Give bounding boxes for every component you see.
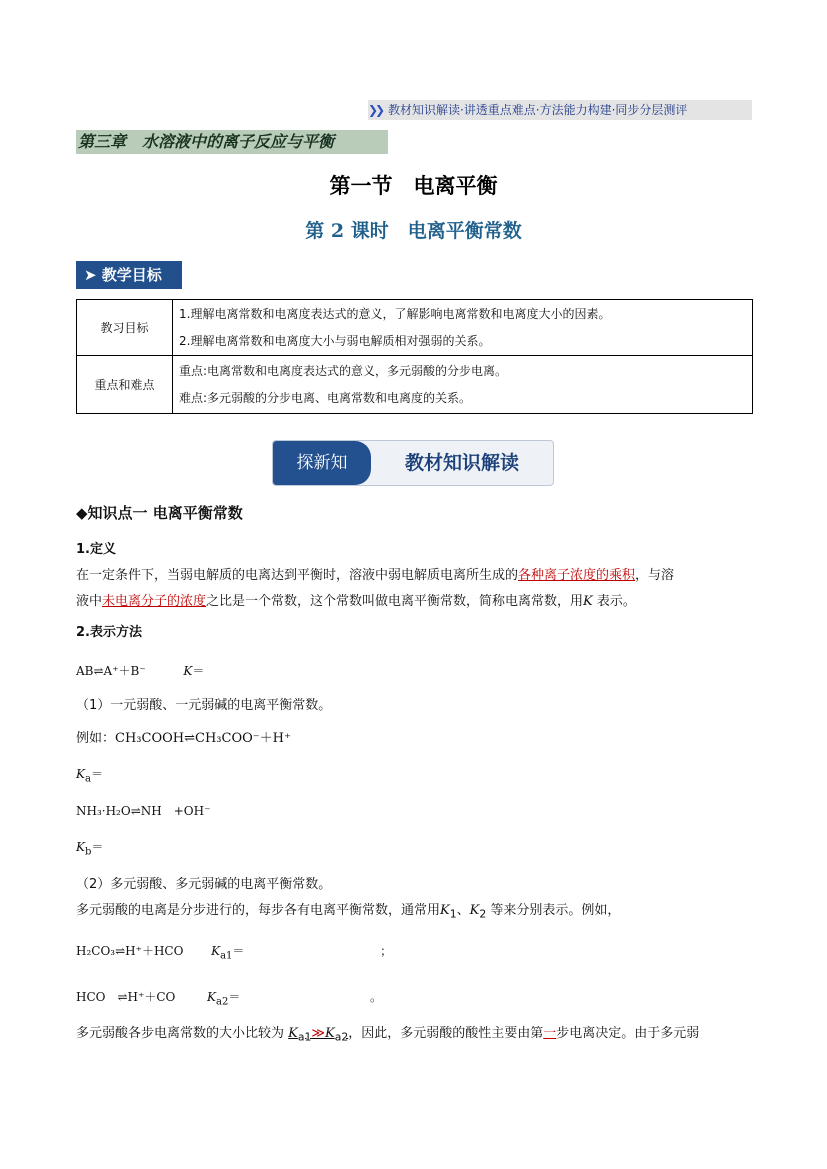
content-line: 难点:多元弱酸的分步电离、电离常数和电离度的关系。 <box>179 390 472 405</box>
badge-right: 教材知识解读 <box>404 452 519 474</box>
equation-text: AB⇌A⁺＋B⁻ <box>76 664 146 678</box>
subscript: 2 <box>479 907 487 921</box>
subheading-1: （1）一元弱酸、一元弱碱的电离平衡常数。 <box>76 698 332 713</box>
kb-expression <box>76 838 103 857</box>
equals: ＝ <box>192 664 205 678</box>
example-acetic <box>76 727 291 746</box>
text: 液中 <box>76 594 103 609</box>
equation-text: H₂CO₃⇌H⁺＋HCO <box>76 944 184 958</box>
text: 等来分别表示。例如， <box>486 903 621 918</box>
text: 步电离决定。由于多元弱 <box>556 1026 700 1041</box>
text: ，因此，多元弱酸的酸性主要由第 <box>348 1026 544 1041</box>
much-greater-symbol: ≫ <box>311 1026 325 1041</box>
section-badge <box>272 440 554 486</box>
comparison-expression <box>288 1026 349 1044</box>
semicolon: ； <box>380 944 393 958</box>
k-symbol: K <box>440 903 450 918</box>
text: ，与溶 <box>635 568 675 583</box>
example-label: 例如： <box>76 731 116 746</box>
subscript: a2 <box>334 1030 349 1044</box>
knowledge-point-title: ◆知识点一 电离平衡常数 <box>76 504 243 522</box>
subscript: a1 <box>220 950 233 962</box>
teaching-goals-label: 教学目标 <box>101 266 162 284</box>
content-line: 2.理解电离常数和电离度大小与弱电解质相对强弱的关系。 <box>179 333 491 348</box>
ka-expression <box>76 765 103 784</box>
k-symbol: K <box>583 594 593 609</box>
expression-heading: 2.表示方法 <box>76 625 142 640</box>
period: 。 <box>369 990 382 1004</box>
equals: ＝ <box>228 990 241 1004</box>
text: 在一定条件下，当弱电解质的电离达到平衡时，溶液中弱电解质电离所生成的 <box>76 568 519 583</box>
content-line: 重点:电离常数和电离度表达式的意义，多元弱酸的分步电离。 <box>179 363 508 378</box>
equals: ＝ <box>91 840 104 854</box>
content-line: 1.理解电离常数和电离度表达式的意义，了解影响电离常数和电离度大小的因素。 <box>179 306 611 321</box>
multi-paragraph <box>76 898 756 928</box>
subscript: a <box>84 773 91 785</box>
k-symbol: K <box>76 767 85 781</box>
subscript: 1 <box>449 907 457 921</box>
equation-text: CH₃COOH⇌CH₃COO⁻＋H⁺ <box>115 731 291 746</box>
comparison-paragraph <box>76 1021 756 1051</box>
definition-paragraph <box>76 563 756 615</box>
definition-heading: 1.定义 <box>76 542 116 557</box>
subscript: b <box>84 846 92 858</box>
teaching-goals-tag <box>76 261 182 289</box>
table-row <box>77 300 753 356</box>
k-symbol: K <box>469 903 480 918</box>
k-symbol: K <box>211 944 221 958</box>
underlined-term: 一 <box>543 1026 557 1041</box>
equals: ＝ <box>90 767 103 781</box>
subscript: a1 <box>297 1030 312 1044</box>
row-content <box>173 300 753 356</box>
goals-table <box>76 299 753 414</box>
k-symbol: K <box>76 840 85 854</box>
arrow-right-icon: ➤ <box>84 266 102 284</box>
section-title: 第一节 电离平衡 <box>329 173 498 198</box>
row-label: 重点和难点 <box>77 356 173 414</box>
row-content <box>173 356 753 414</box>
k-symbol: K <box>207 990 216 1004</box>
k-symbol: K <box>183 664 193 678</box>
lesson-title: 第 2 课时 电离平衡常数 <box>305 220 522 242</box>
equation-text: HCO ⇌H⁺＋CO <box>76 990 176 1004</box>
row-label: 教习目标 <box>77 300 173 356</box>
text: 多元弱酸的电离是分步进行的，每步各有电离平衡常数，通常用 <box>76 903 441 918</box>
subheading-2: （2）多元弱酸、多元弱碱的电离平衡常数。 <box>76 877 332 892</box>
table-row <box>77 356 753 414</box>
text: 多元弱酸各步电离常数的大小比较为 <box>76 1026 289 1041</box>
underlined-term: 未电离分子的浓度 <box>102 594 207 609</box>
k-symbol: K <box>325 1026 335 1041</box>
header-banner-text: 教材知识解读·讲透重点难点·方法能力构建·同步分层测评 <box>387 103 688 117</box>
subscript: a2 <box>215 996 229 1008</box>
text: 、 <box>456 903 470 918</box>
chapter-title: 第三章 水溶液中的离子反应与平衡 <box>76 130 388 154</box>
badge-left: 探新知 <box>273 441 371 485</box>
text: 表示。 <box>592 594 636 609</box>
equation-ab <box>76 662 204 679</box>
equation-ammonia: NH₃·H₂O⇌NH +OH⁻ <box>76 804 211 818</box>
equation-hco3 <box>76 988 382 1007</box>
k-symbol: K <box>288 1026 298 1041</box>
header-banner <box>368 100 752 120</box>
text: 之比是一个常数，这个常数叫做电离平衡常数，简称电离常数，用 <box>206 594 584 609</box>
double-chevron-icon: ❯❯ <box>368 103 383 117</box>
equals: ＝ <box>232 944 245 958</box>
underlined-term: 各种离子浓度的乘积 <box>518 568 636 583</box>
equation-h2co3 <box>76 942 392 961</box>
